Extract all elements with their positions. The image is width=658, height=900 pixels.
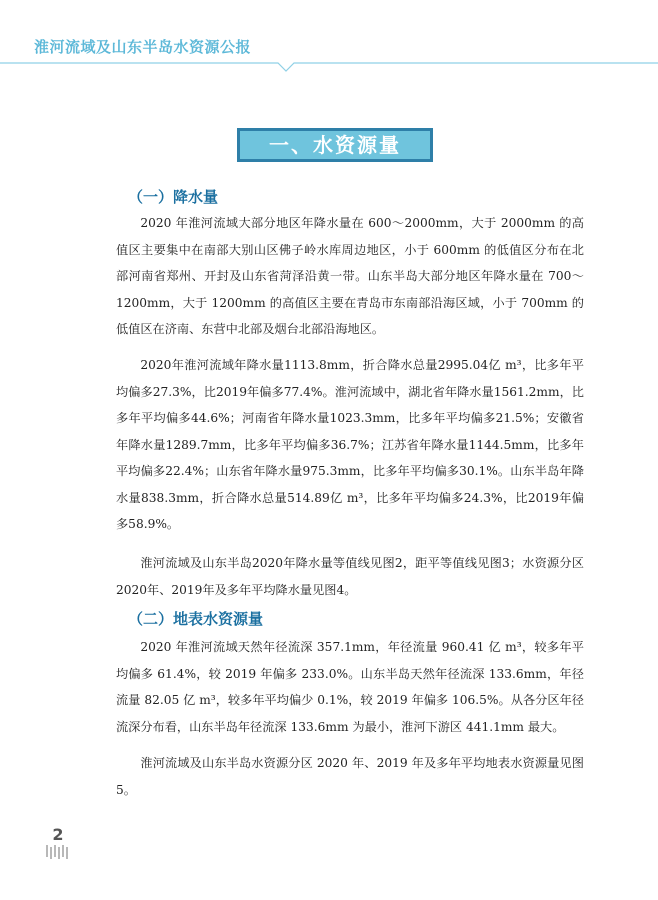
paragraph-precipitation-figures: 淮河流域及山东半岛2020年降水量等值线见图2，距平等值线见图3；水资源分区2020年、2019年及多年平均降水量见图4。 [116, 556, 584, 597]
page-number: 2 [52, 825, 64, 844]
page-number-badge [44, 825, 74, 859]
subheading-surface-water: （二）地表水资源量 [128, 610, 264, 628]
paragraph-surface-water-figures: 淮河流域及山东半岛水资源分区 2020 年、2019 年及多年平均地表水资源量见图 5。 [116, 756, 584, 797]
section-title-banner: 一、水资源量 [237, 128, 433, 162]
header-title: 淮河流域及山东半岛水资源公报 [34, 38, 252, 56]
paragraph-precipitation-distribution: 2020 年淮河流域大部分地区年降水量在 600～2000mm，大于 2000mm 的高值区主要集中在南部大别山区佛子岭水库周边地区，小于 600mm 的低值区分布在北部河南省郑州、开封及山东省菏泽沿黄一带。山东半岛大部分地区年降水量在 700～1200mm，大于 1200mm 的高值区主要在青岛市东南部沿海区域，小于 700mm 的低值区在济南、东营中北部及烟台北部沿海地区。 [116, 216, 584, 336]
subheading-precipitation: （一）降水量 [128, 188, 219, 206]
paragraph-precipitation-totals: 2020年淮河流域年降水量1113.8mm，折合降水总量2995.04亿 m³，比多年平均偏多27.3%，比2019年偏多77.4%。淮河流域中，湖北省年降水量1561.2mm，比多年平均偏多44.6%；河南省年降水量1023.3mm，比多年平均偏多21.5%；安徽省年降水量1289.7mm，比多年平均偏多36.7%；江苏省年降水量1144.5mm，比多年平均偏多22.4%；山东省年降水量975.3mm，比多年平均偏多30.1%。山东半岛年降水量838.3mm，折合降水总量514.89亿 m³，比多年平均偏多24.3%，比2019年偏多58.9%。 [116, 358, 584, 531]
header-rule [0, 62, 658, 74]
paragraph-surface-water-runoff: 2020 年淮河流域天然年径流深 357.1mm，年径流量 960.41 亿 m³，较多年平均偏多 61.4%，较 2019 年偏多 233.0%。山东半岛天然年径流深 133.6mm，年径流量 82.05 亿 m³，较多年平均偏少 0.1%，较 2019 年偏多 106.5%。从各分区年径流深分布看，山东半岛年径流深 133.6mm 为最小，淮河下游区 441.1mm 最大。 [116, 640, 584, 734]
